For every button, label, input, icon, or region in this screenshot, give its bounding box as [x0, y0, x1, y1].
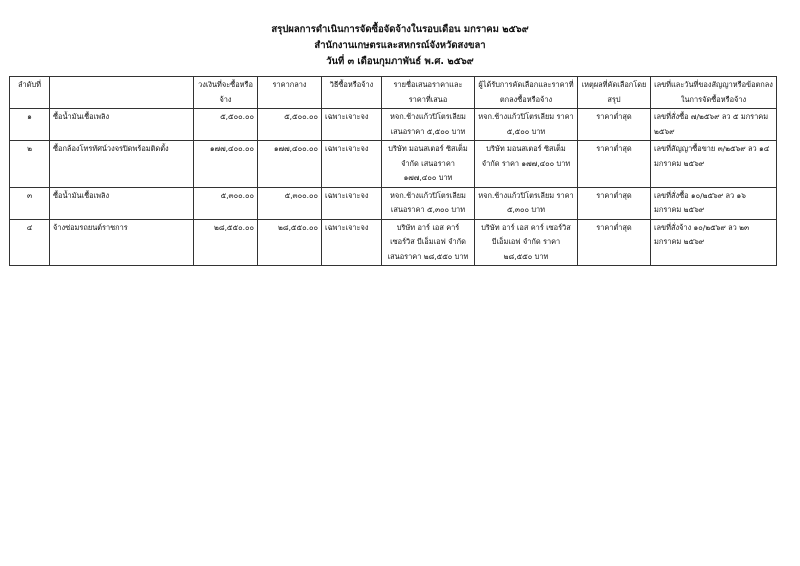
table-row [10, 187, 777, 219]
cell-budget: ๕,๕๐๐.๐๐ [194, 109, 258, 141]
cell-winner: บริษัท มอนสเตอร์ ซิสเต็ม จำกัด ราคา ๑๗๗,๔๐๐ บาท [475, 141, 578, 188]
cell-budget: ๒๘,๕๕๐.๐๐ [194, 219, 258, 266]
cell-budget: ๑๗๗,๔๐๐.๐๐ [194, 141, 258, 188]
document-header [0, 22, 800, 70]
cell-median-price: ๕,๕๐๐.๐๐ [258, 109, 322, 141]
cell-item: จ้างซ่อมรถยนต์ราชการ [50, 219, 194, 266]
cell-no: ๒ [10, 141, 50, 188]
cell-item: ซื้อน้ำมันเชื้อเพลิง [50, 109, 194, 141]
procurement-table [9, 76, 777, 266]
report-title: สรุปผลการดำเนินการจัดซื้อจัดจ้างในรอบเดือน มกราคม ๒๕๖๙ [271, 24, 529, 35]
cell-median-price: ๑๗๗,๔๐๐.๐๐ [258, 141, 322, 188]
cell-contract: เลขที่สั่งซื้อ ๗/๒๕๖๙ ลว ๕ มกราคม ๒๕๖๙ [651, 109, 777, 141]
col-header-reason: เหตุผลที่คัดเลือกโดยสรุป [578, 77, 651, 109]
col-header-method: วิธีซื้อหรือจ้าง [322, 77, 382, 109]
cell-reason: ราคาต่ำสุด [578, 219, 651, 266]
cell-bidders: บริษัท มอนสเตอร์ ซิสเต็ม จำกัด เสนอราคา ๑๗๗,๔๐๐ บาท [382, 141, 475, 188]
cell-no: ๓ [10, 187, 50, 219]
table-header-row [10, 77, 777, 109]
report-date: วันที่ ๓ เดือนกุมภาพันธ์ พ.ศ. ๒๕๖๙ [326, 56, 474, 67]
cell-bidders: บริษัท อาร์ เอส คาร์ เซอร์วิส บีเอ็มเอฟ จำกัด เสนอราคา ๒๘,๕๕๐ บาท [382, 219, 475, 266]
table-row [10, 141, 777, 188]
cell-budget: ๕,๓๐๐.๐๐ [194, 187, 258, 219]
cell-method: เฉพาะเจาะจง [322, 219, 382, 266]
cell-no: ๔ [10, 219, 50, 266]
table-row [10, 109, 777, 141]
col-header-bidders: รายชื่อเสนอราคาและราคาที่เสนอ [382, 77, 475, 109]
col-header-median-price: ราคากลาง [258, 77, 322, 109]
cell-method: เฉพาะเจาะจง [322, 187, 382, 219]
col-header-budget: วงเงินที่จะซื้อหรือจ้าง [194, 77, 258, 109]
col-header-item [50, 77, 194, 109]
cell-median-price: ๒๘,๕๕๐.๐๐ [258, 219, 322, 266]
cell-item: ซื้อกล้องโทรทัศน์วงจรปิดพร้อมติดตั้ง [50, 141, 194, 188]
col-header-contract: เลขที่และวันที่ของสัญญาหรือข้อตกลงในการจัดซื้อหรือจ้าง [651, 77, 777, 109]
cell-reason: ราคาต่ำสุด [578, 141, 651, 188]
cell-bidders: หจก.ช้างแก้วปิโตรเลียม เสนอราคา ๕,๓๐๐ บาท [382, 187, 475, 219]
cell-contract: เลขที่สัญญาซื้อขาย ๓/๒๕๖๙ ลว ๑๔ มกราคม ๒๕๖๙ [651, 141, 777, 188]
cell-contract: เลขที่สั่งซื้อ ๑๐/๒๕๖๙ ลว ๑๖ มกราคม ๒๕๖๙ [651, 187, 777, 219]
cell-winner: หจก.ช้างแก้วปิโตรเลียม ราคา ๕,๕๐๐ บาท [475, 109, 578, 141]
cell-median-price: ๕,๓๐๐.๐๐ [258, 187, 322, 219]
cell-item: ซื้อน้ำมันเชื้อเพลิง [50, 187, 194, 219]
table-row [10, 219, 777, 266]
cell-method: เฉพาะเจาะจง [322, 141, 382, 188]
cell-winner: หจก.ช้างแก้วปิโตรเลียม ราคา ๕,๓๐๐ บาท [475, 187, 578, 219]
cell-method: เฉพาะเจาะจง [322, 109, 382, 141]
cell-reason: ราคาต่ำสุด [578, 109, 651, 141]
cell-no: ๑ [10, 109, 50, 141]
col-header-winner: ผู้ได้รับการคัดเลือกและราคาที่ตกลงซื้อหรือจ้าง [475, 77, 578, 109]
cell-contract: เลขที่สั่งจ้าง ๑๐/๒๕๖๙ ลว ๒๓ มกราคม ๒๕๖๙ [651, 219, 777, 266]
agency-name: สำนักงานเกษตรและสหกรณ์จังหวัดสงขลา [314, 40, 486, 51]
cell-winner: บริษัท อาร์ เอส คาร์ เซอร์วิส บีเอ็มเอฟ จำกัด ราคา ๒๘,๕๕๐ บาท [475, 219, 578, 266]
cell-reason: ราคาต่ำสุด [578, 187, 651, 219]
cell-bidders: หจก.ช้างแก้วปิโตรเลียม เสนอราคา ๕,๕๐๐ บาท [382, 109, 475, 141]
col-header-no: ลำดับที่ [10, 77, 50, 109]
